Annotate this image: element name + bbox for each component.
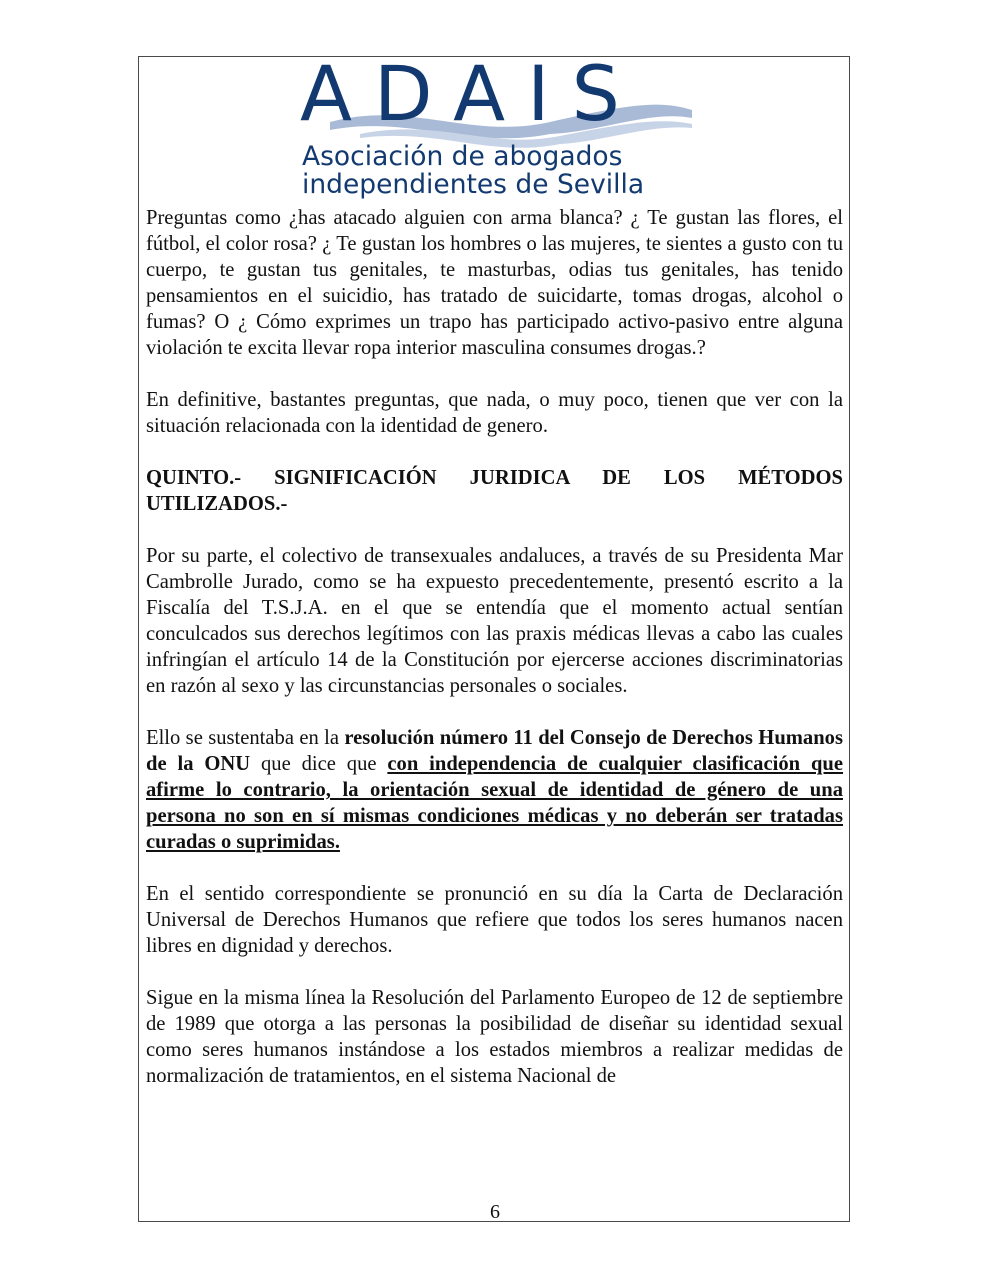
document-body [146, 205, 843, 1115]
underlined-quote: con independencia de cualquier clasificación que afirme lo contrario, la orientación sexual de identidad de género de una persona no son en sí mismas condiciones médicas y no deberán ser tratadas curadas o suprimidas. [146, 753, 843, 853]
logo-subtitle-line2: independientes de Sevilla [302, 169, 645, 200]
logo-subtitle-line1: Asociación de abogados [302, 141, 623, 172]
bold-text-resolucion: resolución número 11 del Consejo de Derechos Humanos de la ONU [146, 727, 843, 775]
page-number: 6 [490, 1201, 500, 1223]
paragraph-definitive: En definitive, bastantes preguntas, que nada, o muy poco, tienen que ver con la situación relacionada con la identidad de genero. [146, 389, 843, 437]
paragraph-parlamento-europeo: Sigue en la misma línea la Resolución del Parlamento Europeo de 12 de septiembre de 1989 que otorga a las personas la posibilidad de diseñar su identidad sexual como seres humanos instándose a los estados miembros a realizar medidas de normalización de tratamientos, en el sistema Nacional de [146, 987, 843, 1087]
text-run: que dice que [250, 753, 388, 775]
text-run: Ello se sustentaba en la [146, 727, 345, 749]
logo-title: ADAIS [300, 49, 642, 138]
section-heading-quinto: QUINTO.- SIGNIFICACIÓN JURIDICA DE LOS MÉTODOS UTILIZADOS.- [146, 467, 843, 515]
adais-logo [300, 49, 692, 202]
paragraph-questions: Preguntas como ¿has atacado alguien con arma blanca? ¿ Te gustan las flores, el fútbol, el color rosa? ¿ Te gustan los hombres o las mujeres, te sientes a gusto con tu cuerpo, te gustan tus genitales, te masturbas, odias tus genitales, has tenido pensamientos en el suicidio, has tratado de suicidarte, tomas drogas, alcohol o fumas? O ¿ Cómo exprimes un trapo has participado activo-pasivo entre alguna violación te excita llevar ropa interior masculina consumes drogas.? [146, 207, 843, 359]
paragraph-colectivo: Por su parte, el colectivo de transexuales andaluces, a través de su Presidenta Mar Cambrolle Jurado, como se ha expuesto precedentemente, presentó escrito a la Fiscalía del T.S.J.A. en el que se entendía que el momento actual sentían conculcados sus derechos legítimos con las praxis médicas llevas a cabo las cuales infringían el artículo 14 de la Constitución por ejercerse acciones discriminatorias en razón al sexo y las circunstancias personales o sociales. [146, 545, 843, 697]
paragraph-resolucion-onu [146, 725, 843, 855]
paragraph-carta-declaracion: En el sentido correspondiente se pronunció en su día la Carta de Declaración Universal de Derechos Humanos que refiere que todos los seres humanos nacen libres en dignidad y derechos. [146, 883, 843, 957]
